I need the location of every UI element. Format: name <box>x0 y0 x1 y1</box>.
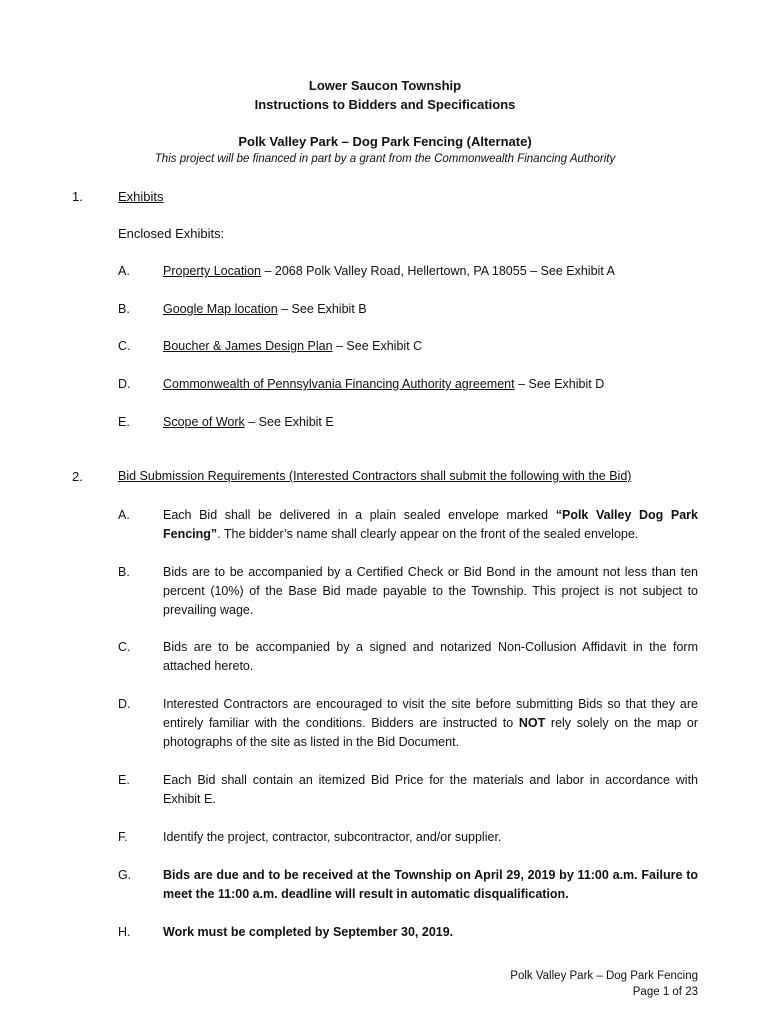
req-b-letter: B. <box>118 565 130 579</box>
exhibit-d-letter: D. <box>118 377 131 391</box>
exhibit-c-link[interactable]: Boucher & James Design Plan <box>163 339 333 353</box>
enclosed-exhibits-label: Enclosed Exhibits: <box>118 226 225 241</box>
exhibit-c-item: Boucher & James Design Plan – See Exhibit C <box>163 339 423 353</box>
exhibit-a-link[interactable]: Property Location <box>163 264 261 278</box>
req-e-letter: E. <box>118 773 130 787</box>
req-g-item: Bids are due and to be received at the Township on April 29, 2019 by 11:00 a.m. Failure to meet the 11:00 a.m. deadline will result in automatic disqualification. <box>163 868 698 901</box>
req-a-letter: A. <box>118 508 130 522</box>
township-title: Lower Saucon Township <box>308 78 462 93</box>
exhibit-b-item: Google Map location – See Exhibit B <box>163 302 367 316</box>
req-f-letter: F. <box>118 830 128 844</box>
section-2-heading: Bid Submission Requirements (Interested Contractors shall submit the following with the Bid) <box>118 469 632 483</box>
financing-note: This project will be financed in part by a grant from the Commonwealth Financing Authority <box>154 153 616 165</box>
exhibit-a-letter: A. <box>118 264 130 278</box>
req-c-item: Bids are to be accompanied by a signed and notarized Non-Collusion Affidavit in the form attached hereto. <box>163 640 698 673</box>
req-h-item: Work must be completed by September 30, 2019. <box>163 925 454 939</box>
exhibit-e-letter: E. <box>118 415 130 429</box>
req-h-letter: H. <box>118 925 131 939</box>
exhibit-b-letter: B. <box>118 302 130 316</box>
footer-page-number: Page 1 of 23 <box>632 986 698 998</box>
footer-title: Polk Valley Park – Dog Park Fencing <box>510 970 698 982</box>
exhibit-e-link[interactable]: Scope of Work <box>163 415 245 429</box>
exhibit-d-item: Commonwealth of Pennsylvania Financing Authority agreement – See Exhibit D <box>163 377 605 391</box>
section-1-heading: Exhibits <box>118 189 164 204</box>
exhibit-c-letter: C. <box>118 339 131 353</box>
req-d-item: Interested Contractors are encouraged to visit the site before submitting Bids so that they are entirely familiar with the conditions. Bidders are instructed to NOT rely solely on the map or photographs of the site as listed in the Bid Document. <box>163 697 698 749</box>
exhibit-a-item: Property Location – 2068 Polk Valley Road, Hellertown, PA 18055 – See Exhibit A <box>163 264 615 278</box>
project-title: Polk Valley Park – Dog Park Fencing (Alternate) <box>238 134 532 149</box>
exhibit-e-item: Scope of Work – See Exhibit E <box>163 415 334 429</box>
req-f-item: Identify the project, contractor, subcontractor, and/or supplier. <box>163 830 502 844</box>
exhibit-b-link[interactable]: Google Map location <box>163 302 278 316</box>
req-g-letter: G. <box>118 868 132 882</box>
req-a-item: Each Bid shall be delivered in a plain sealed envelope marked “Polk Valley Dog Park Fencing”. The bidder’s name shall clearly appear on the front of the sealed envelope. <box>163 508 699 541</box>
section-1-number: 1. <box>72 189 83 204</box>
document-title: Instructions to Bidders and Specifications <box>254 97 516 112</box>
section-2-number: 2. <box>72 469 83 484</box>
req-b-item: Bids are to be accompanied by a Certified Check or Bid Bond in the amount not less than ten percent (10%) of the Base Bid made payable to the Township. This project is not subject to prevailing wage. <box>163 565 698 617</box>
req-c-letter: C. <box>118 640 131 654</box>
exhibit-d-link[interactable]: Commonwealth of Pennsylvania Financing Authority agreement <box>163 377 515 391</box>
req-e-item: Each Bid shall contain an itemized Bid Price for the materials and labor in accordance with Exhibit E. <box>163 773 698 806</box>
req-d-letter: D. <box>118 697 131 711</box>
